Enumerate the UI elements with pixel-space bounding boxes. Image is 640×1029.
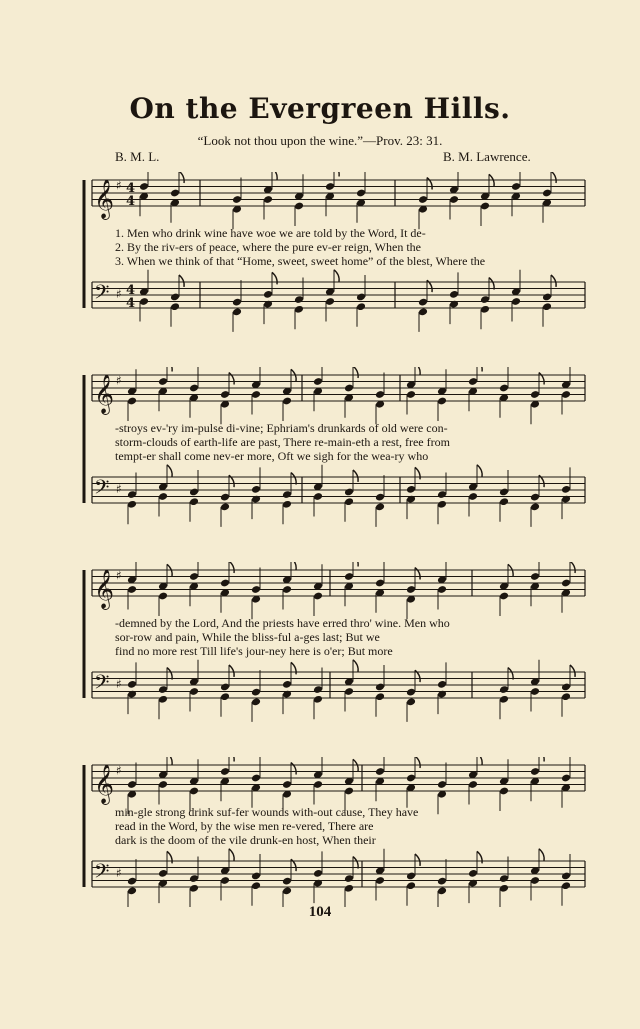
note-flag [167,851,172,863]
note-flag [291,763,296,775]
bass-clef-icon: 𝄢 [94,280,110,309]
lyric-line-verse-2: storm-clouds of earth-life are past, There re-main-eth a rest, free from [115,435,450,449]
note-flag [489,278,494,290]
note-flag [229,849,234,861]
time-signature-top: 4 [126,283,136,298]
note-flag [570,562,575,573]
lyric-line-verse-2: 2. By the riv-ers of peace, where the pure ev-er reign, When the [115,240,421,254]
note-flag [179,275,184,287]
treble-clef-icon: 𝄞 [94,179,115,219]
note-flag [539,849,544,861]
music-system-3 [0,562,640,722]
lyric-line-verse-3: tempt-er shall come nev-er more, Oft we sigh for the wea-ry who [115,449,429,463]
note-flag [291,473,296,485]
scripture-epigraph: “Look not thou upon the wine.”—Prov. 23: 31. [197,133,443,148]
bass-clef-icon: 𝄢 [94,475,110,504]
key-sharp-icon: ♯ [116,373,122,388]
treble-clef-icon: 𝄞 [94,764,115,804]
music-system-4 [0,757,640,907]
note-flag [427,178,432,190]
note-flag [353,367,358,378]
note-flag [570,665,575,677]
treble-clef-icon: 𝄞 [94,374,115,414]
words-credit: B. M. L. [115,149,160,164]
note-flag [415,854,420,866]
note-flag [179,172,184,183]
note-flag [229,562,234,573]
note-flag [477,757,482,765]
note-flag [477,465,482,477]
lyric-line-verse-3: dark is the doom of the vile drunk-en host, When their [115,833,376,847]
note-flag [167,465,172,477]
time-signature-bottom: 4 [126,296,136,311]
music-system-2 [0,367,640,527]
bass-clef-icon: 𝄢 [94,670,110,699]
note-flag [167,668,172,680]
note-flag [353,470,358,482]
key-sharp-icon: ♯ [116,866,122,880]
note-flag [415,757,420,768]
key-sharp-icon: ♯ [116,568,122,583]
note-flag [334,172,339,177]
lyric-line-verse-3: 3. When we think of that “Home, sweet, sweet home” of the blest, Where the [115,254,486,268]
note-flag [229,757,234,762]
music-credit: B. M. Lawrence. [443,149,531,164]
lyric-line-verse-1: 1. Men who drink wine have woe we are told by the Word, It de- [115,226,426,240]
note-flag [477,851,482,863]
note-flag [539,757,544,762]
note-flag [334,270,339,282]
hymn-title: On the Evergreen Hills. [129,92,511,125]
music-system-1 [0,172,640,332]
note-flag [415,367,420,375]
treble-clef-icon: 𝄞 [94,569,115,609]
note-flag [167,367,172,372]
note-flag [353,660,358,672]
lyric-line-verse-2: sor-row and pain, While the bliss-ful a-ges last; But we [115,630,380,644]
bass-clef-icon: 𝄢 [94,859,110,888]
note-flag [291,662,296,674]
key-sharp-icon: ♯ [116,763,122,778]
lyric-line-verse-1: -demned by the Lord, And the priests have erred thro' wine. Men who [115,616,450,630]
note-flag [229,373,234,385]
note-flag [272,272,277,284]
key-sharp-icon: ♯ [116,677,122,691]
key-sharp-icon: ♯ [116,178,122,193]
note-flag [353,562,358,567]
time-signature-bottom: 4 [126,194,136,209]
page-number: 104 [308,904,332,920]
note-flag [539,373,544,385]
note-flag [272,172,277,180]
note-flag [508,668,513,680]
note-flag [477,367,482,372]
note-flag [353,857,358,869]
note-flag [551,172,556,183]
lyric-line-verse-2: read in the Word, by the wise men re-vered, There are [115,819,374,833]
note-flag [551,275,556,287]
note-flag [167,757,172,765]
lyric-line-verse-1: -stroys ev-'ry im-pulse di-vine; Ephriam's drunkards of old were con- [115,421,448,435]
note-flag [229,665,234,677]
time-signature-top: 4 [126,181,136,196]
key-sharp-icon: ♯ [116,287,122,301]
note-flag [415,568,420,580]
lyric-line-verse-3: find no more rest Till life's jour-ney here is o'er; But more [115,644,393,658]
lyric-line-verse-1: min-gle strong drink suf-fer wounds with-out cause, They have [115,805,419,819]
note-flag [291,562,296,570]
note-flag [415,467,420,479]
key-sharp-icon: ♯ [116,482,122,496]
